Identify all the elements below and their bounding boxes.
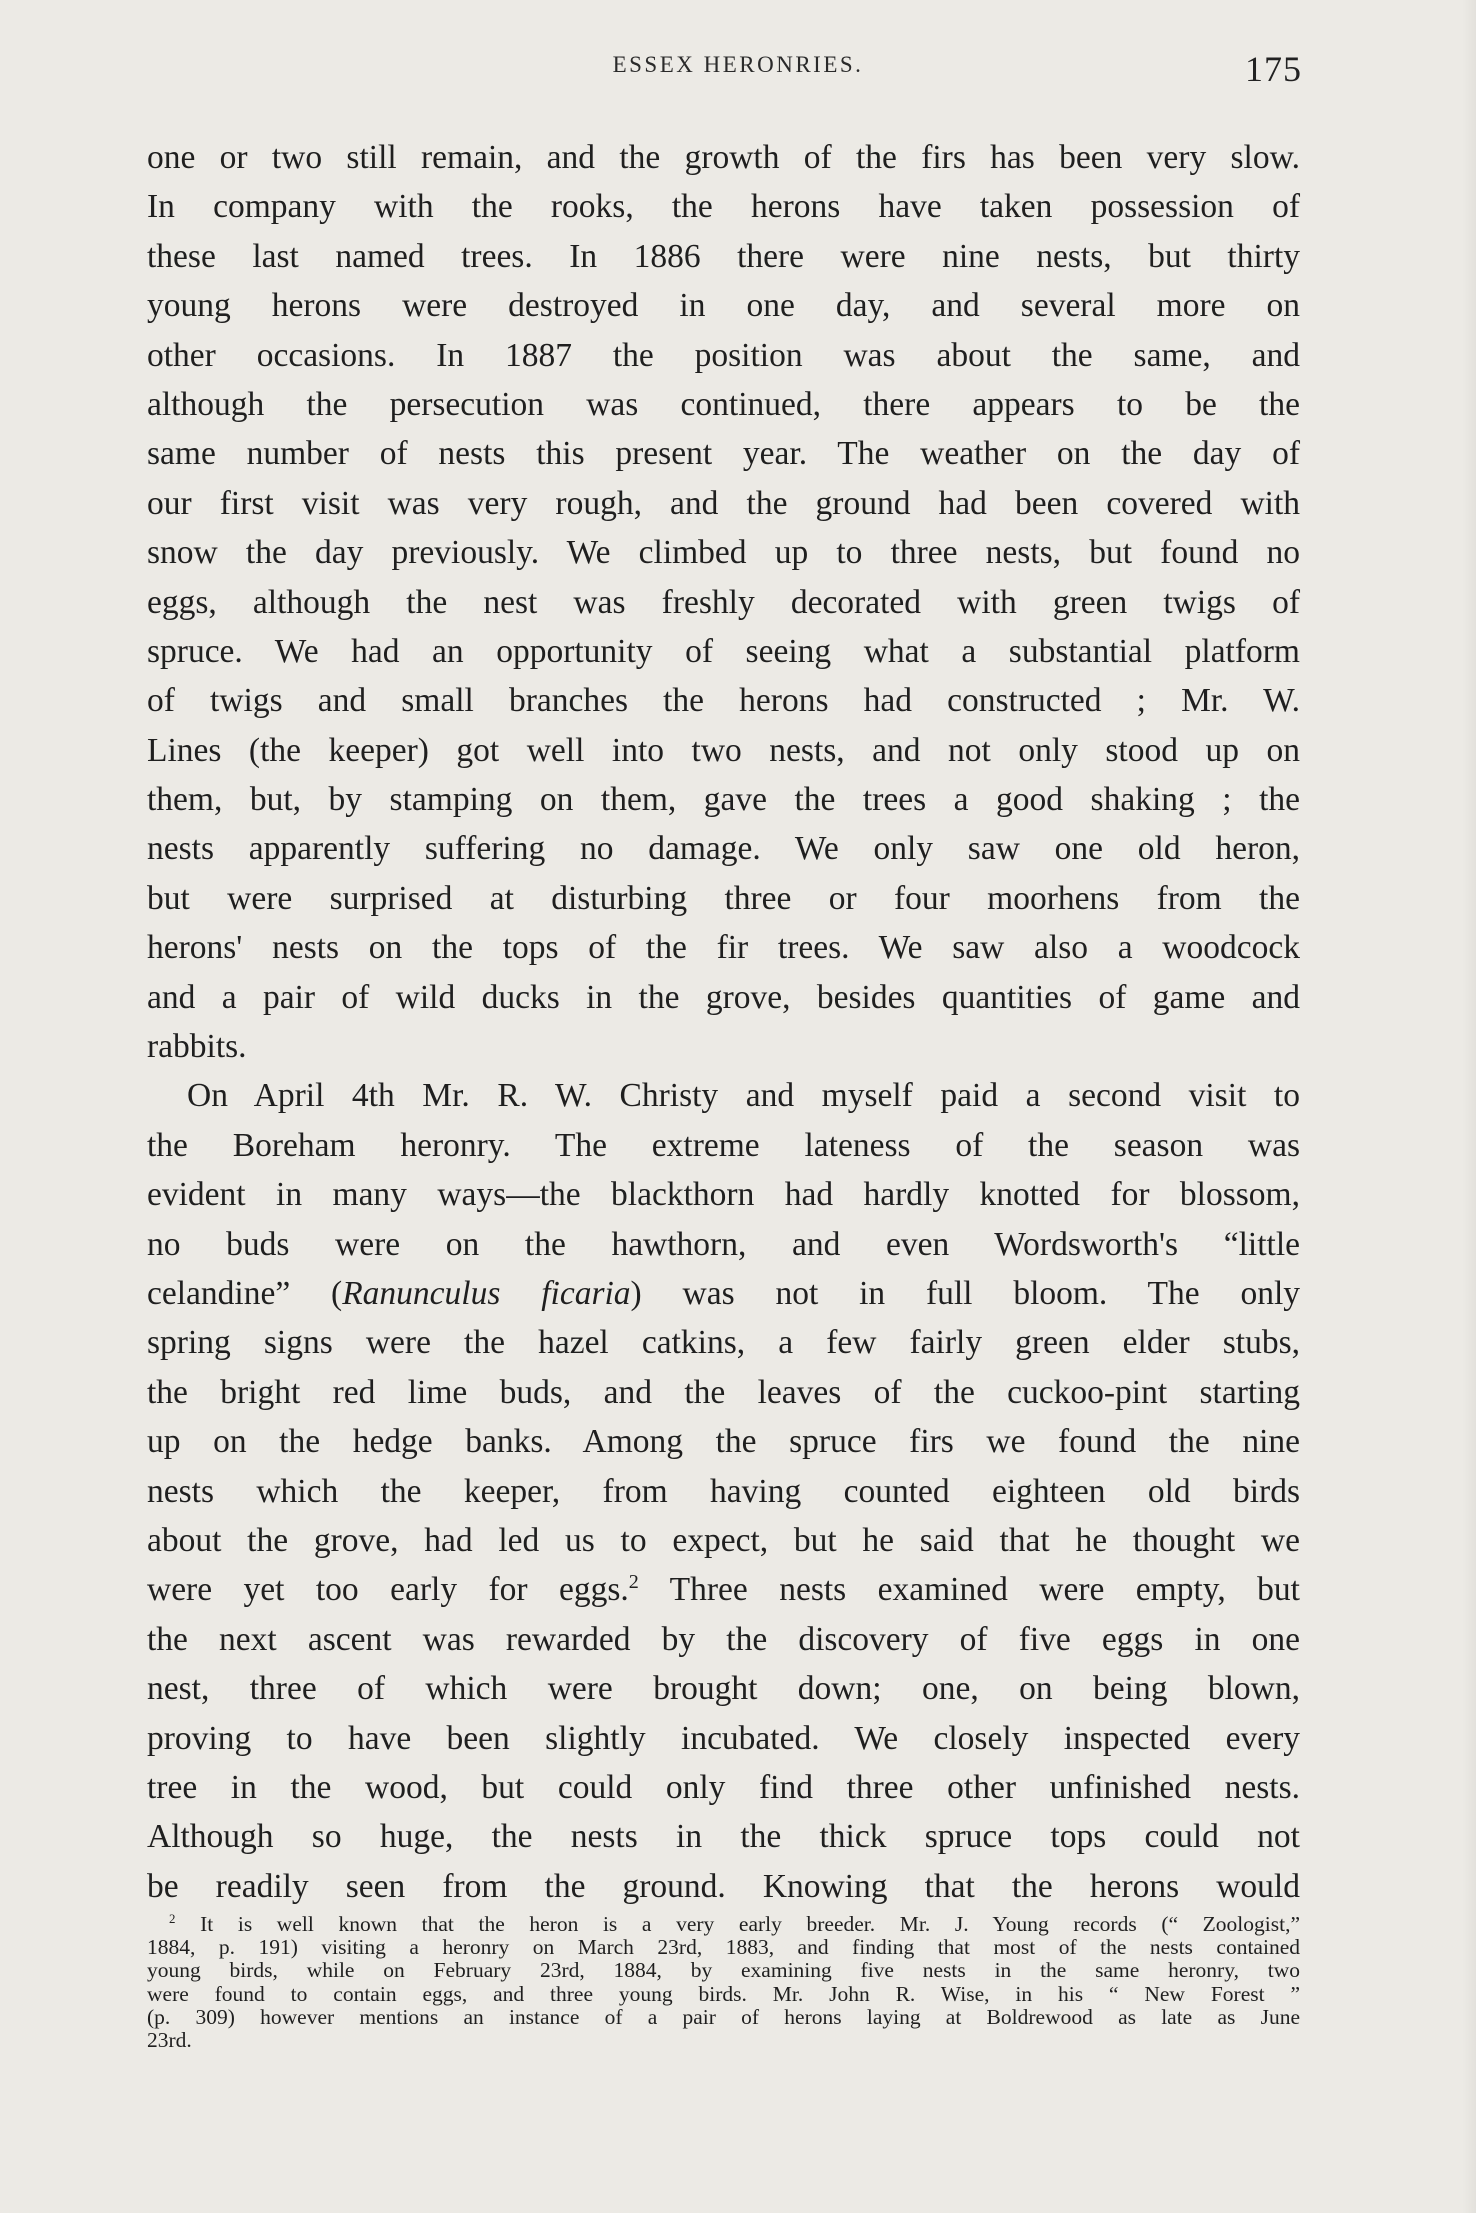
text-line: young herons were destroyed in one day, and several more on	[147, 287, 1300, 325]
footnote-text: It is well known that the heron is a very early breeder. Mr. J. Young records (“ Zoologist,”	[175, 1912, 1300, 1936]
footnote-line	[147, 1913, 1300, 1936]
text-line: our first visit was very rough, and the ground had been covered with	[147, 484, 1300, 522]
text-line: the next ascent was rewarded by the discovery of five eggs in one	[147, 1620, 1300, 1658]
running-header	[0, 48, 1476, 88]
text-segment: were yet too early for eggs.	[147, 1571, 629, 1609]
footnote-line: 23rd.	[147, 2027, 192, 2052]
page-edge-shadow	[1462, 0, 1476, 2213]
text-line: other occasions. In 1887 the position was about the same, and	[147, 336, 1300, 374]
text-line: Although so huge, the nests in the thick spruce tops could not	[147, 1818, 1300, 1856]
footnote	[147, 1913, 1300, 2052]
text-line: Lines (the keeper) got well into two nests, and not only stood up on	[147, 731, 1300, 769]
paragraph-start-line: On April 4th Mr. R. W. Christy and myself paid a second visit to	[187, 1077, 1300, 1115]
text-line: snow the day previously. We climbed up to three nests, but found no	[147, 534, 1300, 572]
text-line: herons' nests on the tops of the fir trees. We saw also a woodcock	[147, 929, 1300, 967]
footnote-line: young birds, while on February 23rd, 1884, by examining five nests in the same heronry, two	[147, 1958, 1300, 1983]
text-line: up on the hedge banks. Among the spruce firs we found the nine	[147, 1423, 1300, 1461]
footnote-line: were found to contain eggs, and three young birds. Mr. John R. Wise, in his “ New Forest ”	[147, 1981, 1300, 2006]
text-line: no buds were on the hawthorn, and even Wordsworth's “little	[147, 1225, 1300, 1263]
text-segment: ) was not in full bloom. The only	[630, 1274, 1300, 1312]
text-line: and a pair of wild ducks in the grove, besides quantities of game and	[147, 978, 1300, 1016]
text-line-with-footnote-ref	[147, 1565, 1300, 1614]
text-line: one or two still remain, and the growth of the firs has been very slow.	[147, 139, 1300, 176]
text-line: of twigs and small branches the herons had constructed ; Mr. W.	[147, 682, 1300, 720]
text-line: nests apparently suffering no damage. We only saw one old heron,	[147, 830, 1300, 868]
text-line: these last named trees. In 1886 there were nine nests, but thirty	[147, 237, 1300, 275]
text-line: same number of nests this present year. The weather on the day of	[147, 435, 1300, 473]
text-line: proving to have been slightly incubated. We closely inspected every	[147, 1719, 1300, 1757]
text-line: them, but, by stamping on them, gave the trees a good shaking ; the	[147, 781, 1300, 819]
running-title: ESSEX HERONRIES.	[612, 52, 864, 77]
body-text	[147, 133, 1300, 1911]
text-line: but were surprised at disturbing three or four moorhens from the	[147, 879, 1300, 917]
text-line: be readily seen from the ground. Knowing that the herons would	[147, 1867, 1300, 1905]
text-line: spruce. We had an opportunity of seeing what a substantial platform	[147, 632, 1300, 670]
text-line: nests which the keeper, from having counted eighteen old birds	[147, 1472, 1300, 1510]
footnote-line: (p. 309) however mentions an instance of a pair of herons laying at Boldrewood as late as June	[147, 2004, 1300, 2029]
text-line: although the persecution was continued, there appears to be the	[147, 385, 1300, 423]
text-line: spring signs were the hazel catkins, a few fairly green elder stubs,	[147, 1324, 1300, 1362]
footnote-line: 1884, p. 191) visiting a heronry on March 23rd, 1883, and finding that most of the nests contained	[147, 1935, 1300, 1960]
text-line: nest, three of which were brought down; one, on being blown,	[147, 1670, 1300, 1708]
page-number: 175	[1245, 49, 1302, 89]
text-line: In company with the rooks, the herons have taken possession of	[147, 188, 1300, 226]
text-line: the Boreham heronry. The extreme lateness of the season was	[147, 1126, 1300, 1164]
footnote-reference[interactable]: 2	[628, 1571, 639, 1594]
text-line: evident in many ways—the blackthorn had hardly knotted for blossom,	[147, 1176, 1300, 1214]
text-line: tree in the wood, but could only find three other unfinished nests.	[147, 1768, 1300, 1806]
text-segment: Three nests examined were empty, but	[638, 1571, 1300, 1609]
latin-name-italic: Ranunculus ficaria	[342, 1274, 631, 1312]
text-line-with-italic	[147, 1269, 1300, 1318]
text-line: about the grove, had led us to expect, but he said that he thought we	[147, 1521, 1300, 1559]
text-segment: celandine” (	[147, 1274, 343, 1312]
footnote-marker: 2	[169, 1911, 176, 1926]
text-line: eggs, although the nest was freshly decorated with green twigs of	[147, 583, 1300, 621]
text-line: the bright red lime buds, and the leaves of the cuckoo-pint starting	[147, 1373, 1300, 1411]
paragraph-end-line: rabbits.	[147, 1028, 247, 1066]
